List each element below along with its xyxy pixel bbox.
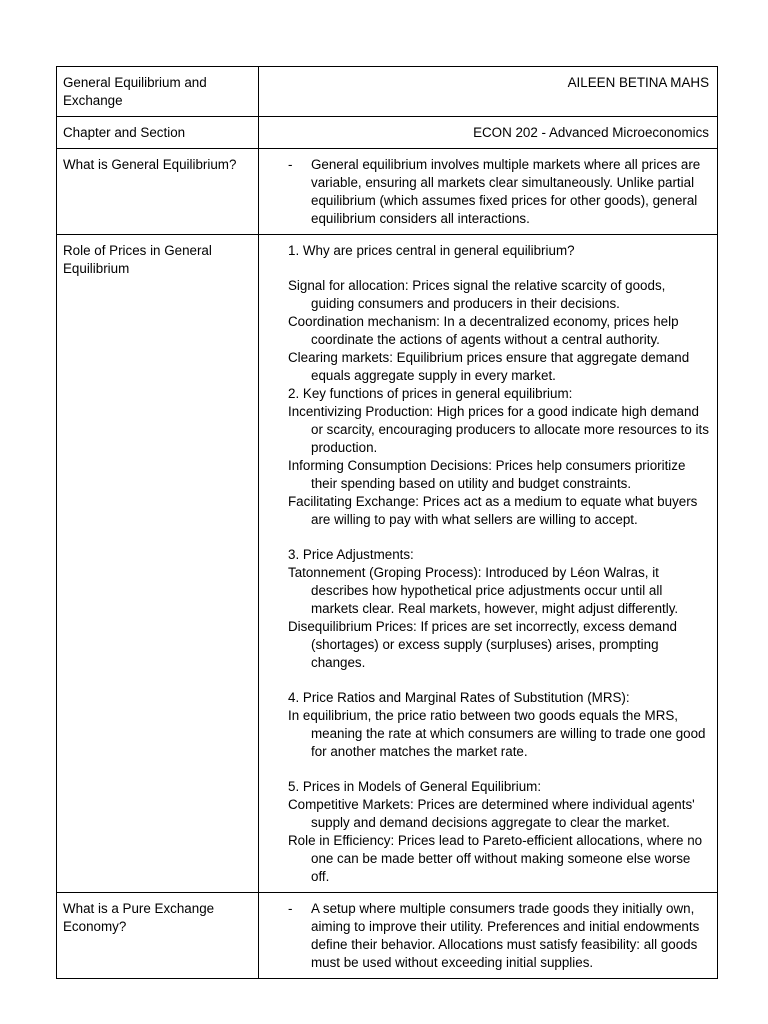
author-name: AILEEN BETINA MAHS (567, 75, 709, 90)
definition-coordination: Coordination mechanism: In a decentralized economy, prices help coordinate the actions of agents without a central authority. (288, 314, 679, 347)
bullet-dash: - (288, 157, 293, 172)
header-row (57, 67, 718, 117)
section-heading-3: 3. Price Adjustments: (288, 547, 414, 562)
definition-clearing: Clearing markets: Equilibrium prices ensure that aggregate demand equals aggregate supply in every market. (288, 350, 690, 383)
topic-title: General Equilibrium and Exchange (63, 75, 207, 108)
general-equilibrium-row (57, 149, 718, 235)
prices-answer-cell (259, 235, 718, 893)
chapter-row (57, 117, 718, 149)
exchange-answer-cell (259, 893, 718, 979)
topic-cell (57, 67, 259, 117)
definition-competitive: Competitive Markets: Prices are determined where individual agents' supply and demand decisions aggregate to clear the market. (288, 797, 695, 830)
chapter-label: Chapter and Section (63, 125, 186, 140)
prices-question: Role of Prices in General Equilibrium (63, 243, 212, 276)
role-of-prices-row (57, 235, 718, 893)
definition-facilitating: Facilitating Exchange: Prices act as a medium to equate what buyers are willing to pay with what sellers are willing to accept. (288, 494, 698, 527)
definition-incentivizing: Incentivizing Production: High prices for a good indicate high demand or scarcity, encouraging producers to allocate more resources to its production. (288, 404, 709, 455)
ge-answer-cell (259, 149, 718, 235)
section-heading-4: 4. Price Ratios and Marginal Rates of Substitution (MRS): (288, 690, 630, 705)
pure-exchange-row (57, 893, 718, 979)
ge-bullet (288, 156, 710, 228)
definition-tatonnement: Tatonnement (Groping Process): Introduced by Léon Walras, it describes how hypothetical price adjustments occur until all markets clear. Real markets, however, might adjust differently. (288, 565, 679, 616)
prices-label-cell (57, 235, 259, 893)
definition-mrs: In equilibrium, the price ratio between two goods equals the MRS, meaning the rate at which consumers are willing to trade one good for another matches the market rate. (288, 708, 706, 759)
exchange-answer-text: A setup where multiple consumers trade goods they initially own, aiming to improve their utility. Preferences and initial endowments define their behavior. Allocations must satisfy feasibility: all goods must be used without exceeding initial supplies. (311, 901, 700, 970)
author-cell (259, 67, 718, 117)
course-name: ECON 202 - Advanced Microeconomics (473, 125, 709, 140)
exchange-label-cell (57, 893, 259, 979)
section-heading-2: 2. Key functions of prices in general equilibrium: (288, 386, 573, 401)
definition-informing: Informing Consumption Decisions: Prices help consumers prioritize their spending based on utility and budget constraints. (288, 458, 686, 491)
section-heading-1: 1. Why are prices central in general equilibrium? (288, 243, 575, 258)
definition-signal: Signal for allocation: Prices signal the relative scarcity of goods, guiding consumers and producers in their decisions. (288, 278, 666, 311)
exchange-question: What is a Pure Exchange Economy? (63, 901, 215, 934)
ge-label-cell (57, 149, 259, 235)
notes-table (56, 66, 718, 979)
course-cell (259, 117, 718, 149)
chapter-label-cell (57, 117, 259, 149)
exchange-bullet (288, 900, 710, 972)
definition-efficiency: Role in Efficiency: Prices lead to Pareto-efficient allocations, where no one can be made better off without making someone else worse off. (288, 833, 703, 884)
section-heading-5: 5. Prices in Models of General Equilibrium: (288, 779, 542, 794)
definition-disequilibrium: Disequilibrium Prices: If prices are set incorrectly, excess demand (shortages) or excess supply (surpluses) arises, prompting changes. (288, 619, 677, 670)
bullet-dash: - (288, 901, 293, 916)
ge-question: What is General Equilibrium? (63, 157, 237, 172)
ge-answer-text: General equilibrium involves multiple markets where all prices are variable, ensuring all markets clear simultaneously. Unlike partial equilibrium (which assumes fixed prices for other goods), general equilibrium considers all interactions. (311, 157, 701, 226)
